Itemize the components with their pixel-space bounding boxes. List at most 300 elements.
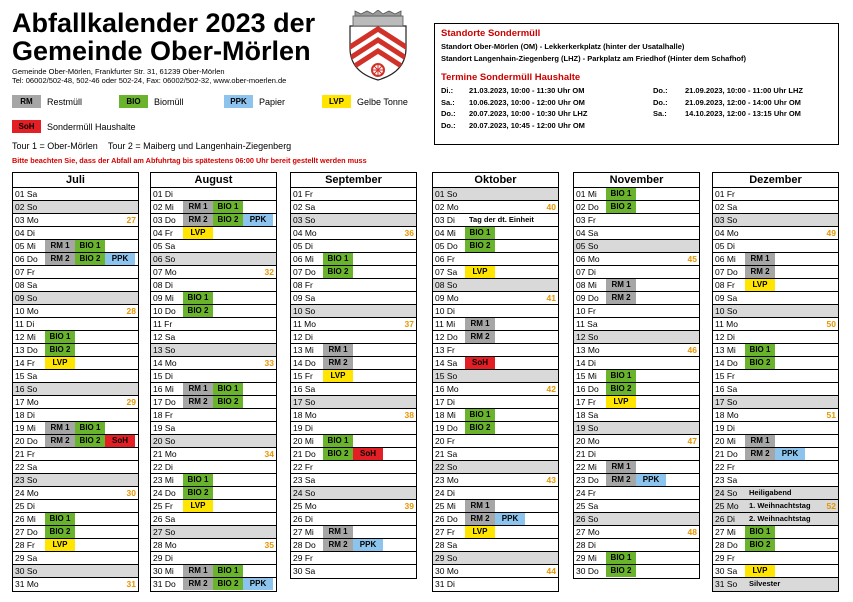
day-row bbox=[433, 578, 558, 591]
day-row bbox=[433, 565, 558, 578]
day-label: 09 Do bbox=[576, 293, 599, 304]
date-weekday: Di.: bbox=[441, 86, 454, 95]
day-row bbox=[151, 214, 276, 227]
week-number: 42 bbox=[546, 384, 556, 395]
day-label: 21 Di bbox=[576, 449, 596, 460]
day-row bbox=[713, 422, 838, 435]
collection-badges bbox=[45, 357, 75, 369]
day-row bbox=[574, 292, 699, 305]
collection-badges bbox=[465, 500, 495, 512]
day-row bbox=[13, 370, 138, 383]
day-label: 28 Mo bbox=[153, 540, 177, 551]
tour2-label: Tour 2 = Maiberg und Langenhain-Ziegenberg bbox=[107, 141, 292, 151]
day-row bbox=[151, 344, 276, 357]
day-row bbox=[291, 227, 416, 240]
collection-badges bbox=[183, 214, 273, 226]
day-row bbox=[13, 461, 138, 474]
day-label: 01 Sa bbox=[15, 189, 38, 199]
day-label: 08 Sa bbox=[15, 280, 38, 291]
day-row bbox=[151, 370, 276, 383]
day-row bbox=[713, 279, 838, 292]
day-label: 02 So bbox=[15, 202, 38, 213]
day-label: 17 Do bbox=[153, 397, 176, 408]
day-label: 03 Di bbox=[435, 215, 455, 226]
day-label: 15 Di bbox=[153, 371, 173, 382]
day-row bbox=[13, 305, 138, 318]
day-label: 16 Sa bbox=[715, 384, 738, 395]
day-row bbox=[291, 344, 416, 357]
week-number: 34 bbox=[264, 449, 274, 460]
ppk-badge: PPK bbox=[105, 253, 135, 265]
collection-badges bbox=[606, 279, 636, 291]
collection-badges bbox=[183, 383, 243, 395]
collection-badges bbox=[465, 409, 495, 421]
day-row bbox=[433, 266, 558, 279]
day-row bbox=[291, 266, 416, 279]
day-label: 28 Do bbox=[715, 540, 738, 551]
day-row bbox=[713, 396, 838, 409]
holiday-label: 2. Weihnachtstag bbox=[749, 514, 811, 524]
day-label: 09 Sa bbox=[715, 293, 738, 304]
day-row bbox=[13, 565, 138, 578]
day-label: 01 Fr bbox=[715, 189, 735, 199]
day-label: 12 Di bbox=[715, 332, 735, 343]
day-label: 27 Mi bbox=[293, 527, 314, 538]
day-label: 15 Sa bbox=[15, 371, 38, 382]
month-column-dezember bbox=[712, 172, 839, 592]
bio-badge: BIO 2 bbox=[213, 578, 243, 590]
day-row bbox=[574, 565, 699, 578]
day-row bbox=[291, 487, 416, 500]
hazardous-waste-info-box bbox=[434, 23, 839, 145]
day-row bbox=[151, 500, 276, 513]
bio-badge: BIO 1 bbox=[213, 201, 243, 213]
ppk-badge: PPK bbox=[636, 474, 666, 486]
collection-badges bbox=[183, 201, 243, 213]
day-row bbox=[13, 474, 138, 487]
day-row bbox=[433, 214, 558, 227]
week-number: 32 bbox=[264, 267, 274, 278]
month-header: November bbox=[574, 173, 699, 188]
day-row bbox=[291, 370, 416, 383]
week-number: 29 bbox=[126, 397, 136, 408]
collection-badges bbox=[465, 513, 525, 525]
day-label: 19 Do bbox=[435, 423, 458, 434]
day-label: 04 Fr bbox=[153, 228, 173, 239]
day-label: 25 Mo bbox=[293, 501, 317, 512]
day-label: 06 Mi bbox=[715, 254, 736, 265]
day-label: 24 Fr bbox=[576, 488, 596, 499]
day-row bbox=[433, 318, 558, 331]
collection-badges bbox=[745, 435, 775, 447]
month-header: Juli bbox=[13, 173, 138, 188]
day-row bbox=[574, 266, 699, 279]
day-row bbox=[713, 344, 838, 357]
collection-badges bbox=[606, 396, 636, 408]
day-row bbox=[13, 331, 138, 344]
day-label: 30 Mo bbox=[435, 566, 459, 577]
day-label: 14 Sa bbox=[435, 358, 458, 369]
bio-badge: BIO 2 bbox=[323, 266, 353, 278]
rm-badge: RM 2 bbox=[606, 292, 636, 304]
day-label: 09 Sa bbox=[293, 293, 316, 304]
month-column-november bbox=[573, 172, 700, 579]
day-label: 26 Di bbox=[293, 514, 313, 525]
day-label: 12 Di bbox=[293, 332, 313, 343]
day-row bbox=[291, 461, 416, 474]
day-row bbox=[13, 487, 138, 500]
day-label: 14 Mo bbox=[153, 358, 177, 369]
day-row bbox=[151, 253, 276, 266]
week-number: 47 bbox=[687, 436, 697, 447]
day-row bbox=[433, 487, 558, 500]
collection-badges bbox=[323, 526, 353, 538]
rm-badge: RM 2 bbox=[45, 253, 75, 265]
day-row bbox=[291, 253, 416, 266]
day-row bbox=[291, 474, 416, 487]
day-row bbox=[574, 344, 699, 357]
lvp-swatch: LVP bbox=[322, 95, 351, 108]
day-label: 03 Mo bbox=[15, 215, 39, 226]
day-row bbox=[291, 331, 416, 344]
day-row bbox=[291, 409, 416, 422]
collection-badges bbox=[323, 539, 383, 551]
ppk-badge: PPK bbox=[775, 448, 805, 460]
day-row bbox=[151, 188, 276, 201]
day-row bbox=[13, 500, 138, 513]
collection-badges bbox=[323, 344, 353, 356]
day-label: 01 Fr bbox=[293, 189, 313, 199]
day-row bbox=[13, 383, 138, 396]
day-label: 06 Do bbox=[15, 254, 38, 265]
day-label: 03 So bbox=[715, 215, 738, 226]
lvp-badge: LVP bbox=[45, 357, 75, 369]
day-label: 05 Do bbox=[435, 241, 458, 252]
day-row bbox=[151, 266, 276, 279]
day-row bbox=[291, 500, 416, 513]
date-entry: 21.09.2023, 12:00 - 14:00 Uhr OM bbox=[685, 97, 801, 107]
day-row bbox=[151, 318, 276, 331]
rm-badge: RM 1 bbox=[183, 565, 213, 577]
day-row bbox=[291, 565, 416, 578]
day-label: 21 Mo bbox=[153, 449, 177, 460]
day-label: 02 Sa bbox=[293, 202, 316, 213]
day-label: 05 Sa bbox=[153, 241, 176, 252]
day-label: 08 Di bbox=[153, 280, 173, 291]
bio-badge: BIO 2 bbox=[745, 357, 775, 369]
location-om: Standort Ober-Mörlen (OM) - Lekkerkerkplatz (hinter der Usatalhalle) bbox=[441, 42, 685, 51]
day-row bbox=[151, 357, 276, 370]
day-row bbox=[433, 227, 558, 240]
soh-badge: SoH bbox=[465, 357, 495, 369]
rm-badge: RM 1 bbox=[323, 526, 353, 538]
legend-item-bio bbox=[119, 95, 184, 108]
month-column-juli bbox=[12, 172, 139, 592]
collection-badges bbox=[606, 383, 636, 395]
day-row bbox=[433, 474, 558, 487]
legend-label: Sondermüll Haushalte bbox=[47, 121, 136, 132]
day-row bbox=[433, 188, 558, 201]
collection-badges bbox=[45, 344, 75, 356]
collection-badges bbox=[745, 526, 775, 538]
day-label: 05 Di bbox=[293, 241, 313, 252]
bio-badge: BIO 2 bbox=[45, 344, 75, 356]
day-label: 27 Fr bbox=[435, 527, 455, 538]
day-label: 01 Mi bbox=[576, 189, 597, 199]
month-header: August bbox=[151, 173, 276, 188]
bio-badge: BIO 2 bbox=[183, 487, 213, 499]
day-row bbox=[291, 292, 416, 305]
bio-badge: BIO 2 bbox=[606, 565, 636, 577]
collection-badges bbox=[183, 578, 273, 590]
day-label: 22 Fr bbox=[293, 462, 313, 473]
collection-badges bbox=[45, 513, 75, 525]
day-label: 08 Fr bbox=[293, 280, 313, 291]
bio-badge: BIO 2 bbox=[75, 435, 105, 447]
day-row bbox=[13, 513, 138, 526]
bio-badge: BIO 1 bbox=[465, 227, 495, 239]
day-row bbox=[291, 513, 416, 526]
week-number: 43 bbox=[546, 475, 556, 486]
day-label: 12 Mi bbox=[15, 332, 36, 343]
collection-badges bbox=[323, 357, 353, 369]
day-label: 25 Mi bbox=[435, 501, 456, 512]
day-label: 19 So bbox=[576, 423, 599, 434]
day-label: 23 Do bbox=[576, 475, 599, 486]
day-label: 12 Sa bbox=[153, 332, 176, 343]
day-row bbox=[433, 344, 558, 357]
collection-badges bbox=[465, 422, 495, 434]
collection-badges bbox=[606, 461, 636, 473]
legend-item-rm bbox=[12, 95, 82, 108]
day-row bbox=[13, 266, 138, 279]
legend bbox=[12, 95, 432, 137]
day-label: 27 Mi bbox=[715, 527, 736, 538]
day-label: 13 So bbox=[153, 345, 176, 356]
legend-label: Papier bbox=[259, 96, 286, 107]
day-label: 18 Di bbox=[15, 410, 35, 421]
legend-label: Gelbe Tonne bbox=[357, 96, 408, 107]
tour-info bbox=[12, 141, 291, 151]
collection-badges bbox=[323, 448, 383, 460]
day-label: 24 So bbox=[293, 488, 316, 499]
day-label: 09 So bbox=[15, 293, 38, 304]
day-label: 30 Sa bbox=[715, 566, 738, 577]
day-label: 24 So bbox=[715, 488, 738, 499]
soh-badge: SoH bbox=[105, 435, 135, 447]
day-label: 21 Fr bbox=[15, 449, 35, 460]
day-label: 25 Di bbox=[15, 501, 35, 512]
day-row bbox=[433, 409, 558, 422]
day-label: 20 So bbox=[153, 436, 176, 447]
collection-badges bbox=[323, 435, 353, 447]
collection-badges bbox=[183, 565, 243, 577]
day-row bbox=[151, 565, 276, 578]
day-label: 16 Do bbox=[576, 384, 599, 395]
day-row bbox=[291, 383, 416, 396]
week-number: 36 bbox=[404, 228, 414, 239]
day-label: 02 Do bbox=[576, 202, 599, 213]
day-row bbox=[713, 461, 838, 474]
day-row bbox=[13, 227, 138, 240]
day-row bbox=[433, 422, 558, 435]
day-row bbox=[713, 292, 838, 305]
day-row bbox=[574, 305, 699, 318]
day-label: 28 Do bbox=[293, 540, 316, 551]
day-label: 29 So bbox=[435, 553, 458, 564]
lvp-badge: LVP bbox=[465, 526, 495, 538]
date-weekday: Do.: bbox=[653, 97, 668, 107]
day-row bbox=[151, 578, 276, 591]
day-label: 24 Di bbox=[435, 488, 455, 499]
rm-badge: RM 1 bbox=[323, 344, 353, 356]
collection-badges bbox=[183, 227, 213, 239]
date-weekday: Do.: bbox=[441, 109, 456, 118]
day-label: 08 Mi bbox=[576, 280, 597, 291]
collection-badges bbox=[45, 539, 75, 551]
legend-item-ppk bbox=[224, 95, 285, 108]
day-label: 22 Mi bbox=[576, 462, 597, 473]
day-label: 07 Sa bbox=[435, 267, 458, 278]
day-label: 28 Di bbox=[576, 540, 596, 551]
day-row bbox=[13, 279, 138, 292]
collection-badges bbox=[465, 526, 495, 538]
day-label: 17 Fr bbox=[576, 397, 596, 408]
date-entry: 20.07.2023, 10:45 - 12:00 Uhr OM bbox=[469, 120, 585, 130]
collection-badges bbox=[745, 279, 775, 291]
day-label: 30 So bbox=[15, 566, 38, 577]
day-label: 18 Mo bbox=[293, 410, 317, 421]
day-label: 15 So bbox=[435, 371, 458, 382]
rm-badge: RM 1 bbox=[745, 435, 775, 447]
day-label: 04 Di bbox=[15, 228, 35, 239]
day-row bbox=[574, 461, 699, 474]
month-header: Dezember bbox=[713, 173, 838, 188]
day-row bbox=[13, 435, 138, 448]
day-row bbox=[151, 552, 276, 565]
collection-badges bbox=[465, 266, 495, 278]
rm-badge: RM 1 bbox=[183, 383, 213, 395]
day-row bbox=[433, 383, 558, 396]
day-row bbox=[151, 526, 276, 539]
holiday-label: Tag der dt. Einheit bbox=[469, 215, 534, 225]
day-label: 21 Do bbox=[293, 449, 316, 460]
week-number: 38 bbox=[404, 410, 414, 421]
soh-swatch: SoH bbox=[12, 120, 41, 133]
day-label: 20 Do bbox=[15, 436, 38, 447]
date-weekday: Do.: bbox=[441, 120, 456, 130]
day-row bbox=[13, 526, 138, 539]
day-label: 06 Mi bbox=[293, 254, 314, 265]
collection-badges bbox=[465, 240, 495, 252]
collection-badges bbox=[606, 370, 636, 382]
day-row bbox=[713, 552, 838, 565]
rm-badge: RM 1 bbox=[45, 240, 75, 252]
day-row bbox=[151, 539, 276, 552]
day-label: 11 Sa bbox=[576, 319, 598, 330]
bio-swatch: BIO bbox=[119, 95, 148, 108]
day-label: 20 Mo bbox=[576, 436, 600, 447]
day-label: 26 So bbox=[576, 514, 599, 525]
rm-swatch: RM bbox=[12, 95, 41, 108]
bio-badge: BIO 1 bbox=[323, 435, 353, 447]
day-row bbox=[13, 253, 138, 266]
day-label: 17 So bbox=[715, 397, 738, 408]
rm-badge: RM 2 bbox=[606, 474, 636, 486]
day-row bbox=[713, 513, 838, 526]
day-label: 13 Mi bbox=[715, 345, 736, 356]
collection-badges bbox=[45, 435, 135, 447]
day-row bbox=[713, 435, 838, 448]
day-label: 10 So bbox=[293, 306, 316, 317]
rm-badge: RM 2 bbox=[745, 266, 775, 278]
day-label: 12 Do bbox=[435, 332, 458, 343]
week-number: 28 bbox=[126, 306, 136, 317]
day-row bbox=[13, 214, 138, 227]
day-row bbox=[291, 539, 416, 552]
day-row bbox=[433, 513, 558, 526]
coat-of-arms-icon bbox=[347, 10, 409, 82]
day-row bbox=[433, 357, 558, 370]
rm-badge: RM 1 bbox=[606, 461, 636, 473]
day-row bbox=[713, 578, 838, 591]
week-number: 51 bbox=[826, 410, 836, 421]
month-header: September bbox=[291, 173, 416, 188]
month-column-oktober bbox=[432, 172, 559, 592]
day-label: 14 Di bbox=[576, 358, 596, 369]
bio-badge: BIO 2 bbox=[606, 383, 636, 395]
day-label: 22 Fr bbox=[715, 462, 735, 473]
address-block bbox=[12, 67, 286, 85]
bio-badge: BIO 1 bbox=[75, 240, 105, 252]
day-row bbox=[574, 539, 699, 552]
day-label: 13 Mi bbox=[293, 345, 314, 356]
rm-badge: RM 2 bbox=[465, 331, 495, 343]
day-label: 18 Mo bbox=[715, 410, 739, 421]
collection-badges bbox=[45, 422, 105, 434]
day-row bbox=[713, 214, 838, 227]
day-row bbox=[574, 357, 699, 370]
day-label: 03 Fr bbox=[576, 215, 596, 226]
day-row bbox=[291, 318, 416, 331]
page-title-line2: Gemeinde Ober-Mörlen bbox=[12, 36, 311, 66]
day-row bbox=[151, 331, 276, 344]
day-row bbox=[713, 487, 838, 500]
day-row bbox=[574, 253, 699, 266]
day-label: 28 Sa bbox=[435, 540, 458, 551]
rm-badge: RM 2 bbox=[323, 539, 353, 551]
day-label: 06 Fr bbox=[435, 254, 455, 265]
dates-list bbox=[441, 85, 832, 135]
day-row bbox=[433, 500, 558, 513]
day-label: 22 So bbox=[435, 462, 458, 473]
day-label: 10 Fr bbox=[576, 306, 596, 317]
day-row bbox=[151, 292, 276, 305]
bio-badge: BIO 2 bbox=[45, 526, 75, 538]
page-title-line1: Abfallkalender 2023 der bbox=[12, 8, 316, 38]
month-column-september bbox=[290, 172, 417, 579]
week-number: 52 bbox=[826, 501, 836, 512]
week-number: 50 bbox=[826, 319, 836, 330]
day-row bbox=[433, 201, 558, 214]
day-row bbox=[151, 448, 276, 461]
day-label: 03 Do bbox=[153, 215, 176, 226]
collection-badges bbox=[183, 500, 213, 512]
day-label: 29 Fr bbox=[293, 553, 313, 564]
day-label: 13 Do bbox=[15, 345, 38, 356]
day-row bbox=[433, 370, 558, 383]
day-row bbox=[713, 331, 838, 344]
